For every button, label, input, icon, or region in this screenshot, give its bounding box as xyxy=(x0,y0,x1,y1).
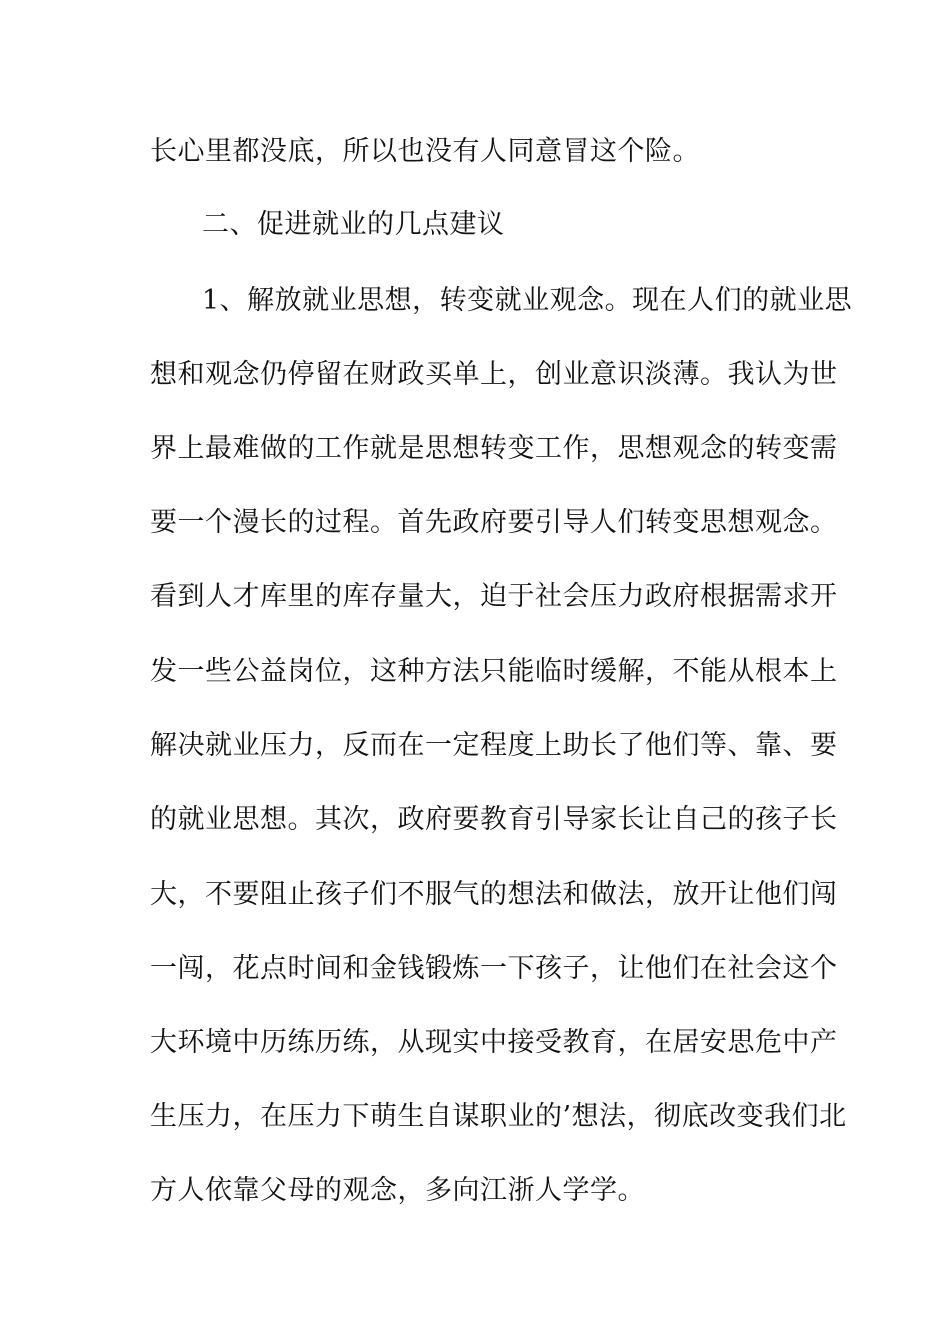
paragraph-line-13: 大环境中历练历练，从现实中接受教育，在居安思危中产 xyxy=(150,1027,838,1058)
paragraph-line-4: 想和观念仍停留在财政买单上，创业意识淡薄。我认为世 xyxy=(150,359,838,390)
paragraph-line-6: 要一个漫长的过程。首先政府要引导人们转变思想观念。 xyxy=(150,507,838,538)
section-heading: 二、促进就业的几点建议 xyxy=(202,209,505,240)
paragraph-line-11: 大，不要阻止孩子们不服气的想法和做法，放开让他们闯 xyxy=(150,879,838,910)
paragraph-line-14: 生压力，在压力下萌生自谋职业的’想法，彻底改变我们北 xyxy=(150,1101,847,1132)
paragraph-line-8: 发一些公益岗位，这种方法只能临时缓解，不能从根本上 xyxy=(150,656,838,687)
paragraph-line-15: 方人依靠父母的观念，多向江浙人学学。 xyxy=(150,1175,645,1206)
paragraph-line-3: 1、解放就业思想，转变就业观念。现在人们的就业思 xyxy=(202,285,853,316)
paragraph-line-1: 长心里都没底，所以也没有人同意冒这个险。 xyxy=(150,136,700,167)
paragraph-line-10: 的就业思想。其次，政府要教育引导家长让自己的孩子长 xyxy=(150,804,838,835)
paragraph-line-12: 一闯，花点时间和金钱锻炼一下孩子，让他们在社会这个 xyxy=(150,953,838,984)
paragraph-line-5: 界上最难做的工作就是思想转变工作，思想观念的转变需 xyxy=(150,433,838,464)
paragraph-line-7: 看到人才库里的库存量大，迫于社会压力政府根据需求开 xyxy=(150,581,838,612)
paragraph-line-9: 解决就业压力，反而在一定程度上助长了他们等、靠、要 xyxy=(150,730,838,761)
